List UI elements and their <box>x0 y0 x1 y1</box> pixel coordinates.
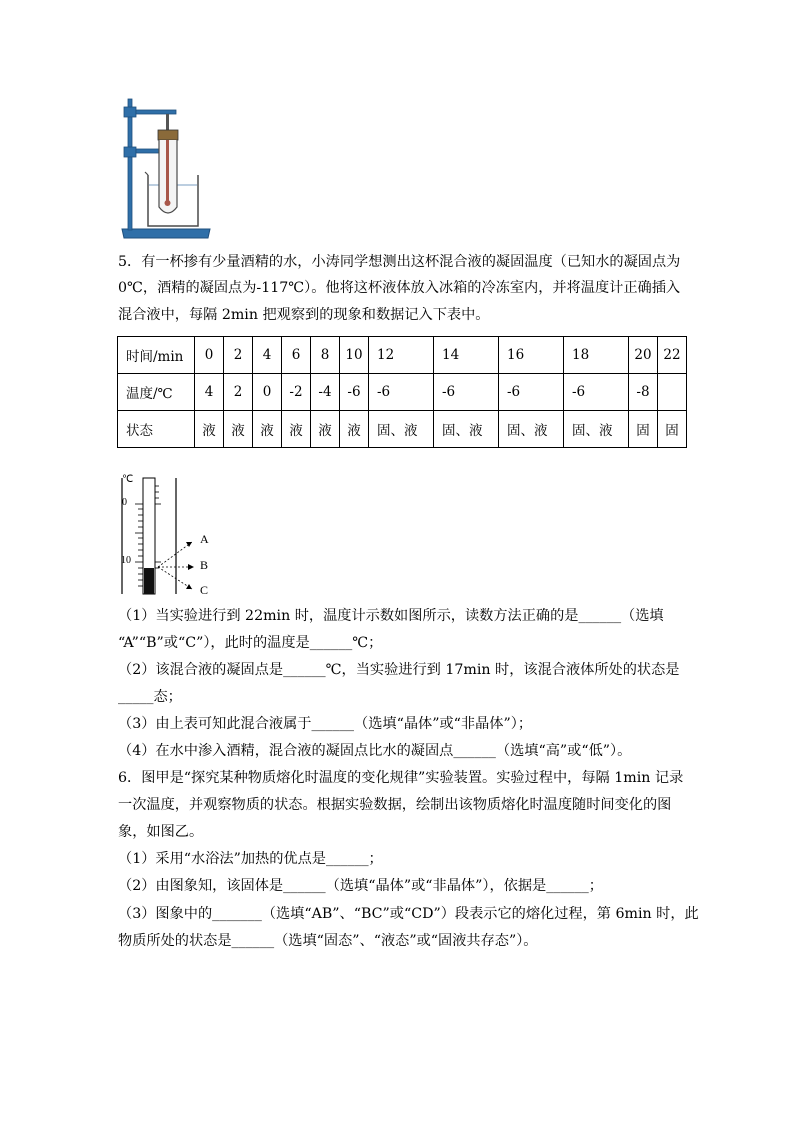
unit-label: ℃ <box>122 474 134 485</box>
tick-label-10: 10 <box>121 555 131 566</box>
q5-sub4: （4）在水中渗入酒精，混合液的凝固点比水的凝固点______（选填“高”或“低”）。 <box>118 743 632 759</box>
q6-sub2: （2）由图象知，该固体是______（选填“晶体”或“非晶体”），依据是______； <box>118 878 603 894</box>
table-cell: -8 <box>629 374 658 411</box>
table-cell: 18 <box>564 337 629 374</box>
q5-sub3: （3）由上表可知此混合液属于______（选填“晶体”或“非晶体”）； <box>118 716 533 732</box>
stand-rod <box>128 99 132 230</box>
table-cell: 0 <box>253 374 282 411</box>
q6-sub3-line2: 物质所处的状态是______（选填“固态”、“液态”或“固液共存态”）。 <box>118 933 538 949</box>
q6-intro-line3: 象，如图乙。 <box>118 824 204 840</box>
q5-intro-line2: 0℃，酒精的凝固点为-117℃）。他将这杯液体放入冰箱的冷冻室内，并将温度计正确插入 <box>118 280 681 296</box>
arrow-heads <box>186 542 194 589</box>
table-cell: 14 <box>434 337 499 374</box>
q6-intro-line1: 6．图甲是“探究某种物质熔化时温度的变化规律”实验装置。实验过程中，每隔 1min 记录 <box>118 770 684 786</box>
q5-sub1-line1: （1）当实验进行到 22min 时，温度计示数如图所示，读数方法正确的是______（选填 <box>118 608 664 624</box>
table-cell: 8 <box>311 337 340 374</box>
table-cell: -6 <box>499 374 564 411</box>
row-header-time: 时间/min <box>118 337 195 374</box>
table-row-time <box>118 337 687 374</box>
table-cell: 20 <box>629 337 658 374</box>
row-header-state: 状态 <box>118 411 195 448</box>
table-cell: 固 <box>658 411 687 448</box>
table-cell: 固、液 <box>434 411 499 448</box>
table-cell: -6 <box>369 374 434 411</box>
table-cell: 液 <box>340 411 369 448</box>
thermometer-stem <box>166 140 169 202</box>
thermometer-bulb <box>165 200 171 206</box>
table-cell: 固、液 <box>564 411 629 448</box>
table-cell: 液 <box>282 411 311 448</box>
q5-sub2-line1: （2）该混合液的凝固点是______℃，当实验进行到 17min 时，该混合液体所处的状态是 <box>118 662 680 678</box>
table-cell: -2 <box>282 374 311 411</box>
table-cell: 固、液 <box>369 411 434 448</box>
q5-intro-line1: 5．有一杯掺有少量酒精的水，小涛同学想测出这杯混合液的凝固温度（已知水的凝固点为 <box>118 254 681 270</box>
table-cell: 2 <box>224 337 253 374</box>
q5-sub2-line2: _____态； <box>118 689 182 705</box>
q6-intro-line2: 一次温度，并观察物质的状态。根据实验数据，绘制出该物质熔化时温度随时间变化的图 <box>118 797 672 813</box>
thermometer-top <box>166 114 169 132</box>
liquid-column <box>144 568 154 594</box>
table-cell: 16 <box>499 337 564 374</box>
lower-clamp-block <box>124 147 136 157</box>
lower-clamp-arm <box>136 149 160 153</box>
row-header-temp: 温度/℃ <box>118 374 195 411</box>
q5-sub1-line2: “A”“B”或“C”），此时的温度是______℃； <box>118 635 383 651</box>
table-cell: 12 <box>369 337 434 374</box>
q6-sub1: （1）采用“水浴法”加热的优点是______； <box>118 851 383 867</box>
q6-sub3-line1: （3）图象中的_______（选填“AB”、“BC”或“CD”）段表示它的熔化过程，第 6min 时，此 <box>118 906 699 922</box>
table-cell: 液 <box>253 411 282 448</box>
thermometer-figure <box>118 476 218 600</box>
tick-label-0: 0 <box>122 497 127 508</box>
table-row-state <box>118 411 687 448</box>
apparatus-figure <box>118 95 218 241</box>
table-row-temp <box>118 374 687 411</box>
table-cell: 2 <box>224 374 253 411</box>
option-b-label: B <box>200 558 209 572</box>
data-table <box>117 336 687 448</box>
table-cell: -4 <box>311 374 340 411</box>
upper-clamp-arm <box>136 110 176 114</box>
table-cell: 22 <box>658 337 687 374</box>
sight-lines <box>158 542 192 589</box>
table-cell: -6 <box>564 374 629 411</box>
table-cell: 液 <box>224 411 253 448</box>
q5-intro-line3: 混合液中，每隔 2min 把观察到的现象和数据记入下表中。 <box>118 307 490 323</box>
table-cell: 液 <box>195 411 224 448</box>
table-cell <box>658 374 687 411</box>
table-cell: 4 <box>195 374 224 411</box>
option-c-label: C <box>200 583 209 597</box>
stopper <box>158 130 178 140</box>
stand-base <box>122 229 210 238</box>
table-cell: 10 <box>340 337 369 374</box>
upper-clamp-block <box>124 107 136 117</box>
table-cell: -6 <box>340 374 369 411</box>
table-cell: 0 <box>195 337 224 374</box>
table-cell: -6 <box>434 374 499 411</box>
table-cell: 6 <box>282 337 311 374</box>
option-a-label: A <box>200 532 209 546</box>
table-cell: 液 <box>311 411 340 448</box>
table-cell: 固 <box>629 411 658 448</box>
table-cell: 固、液 <box>499 411 564 448</box>
table-cell: 4 <box>253 337 282 374</box>
